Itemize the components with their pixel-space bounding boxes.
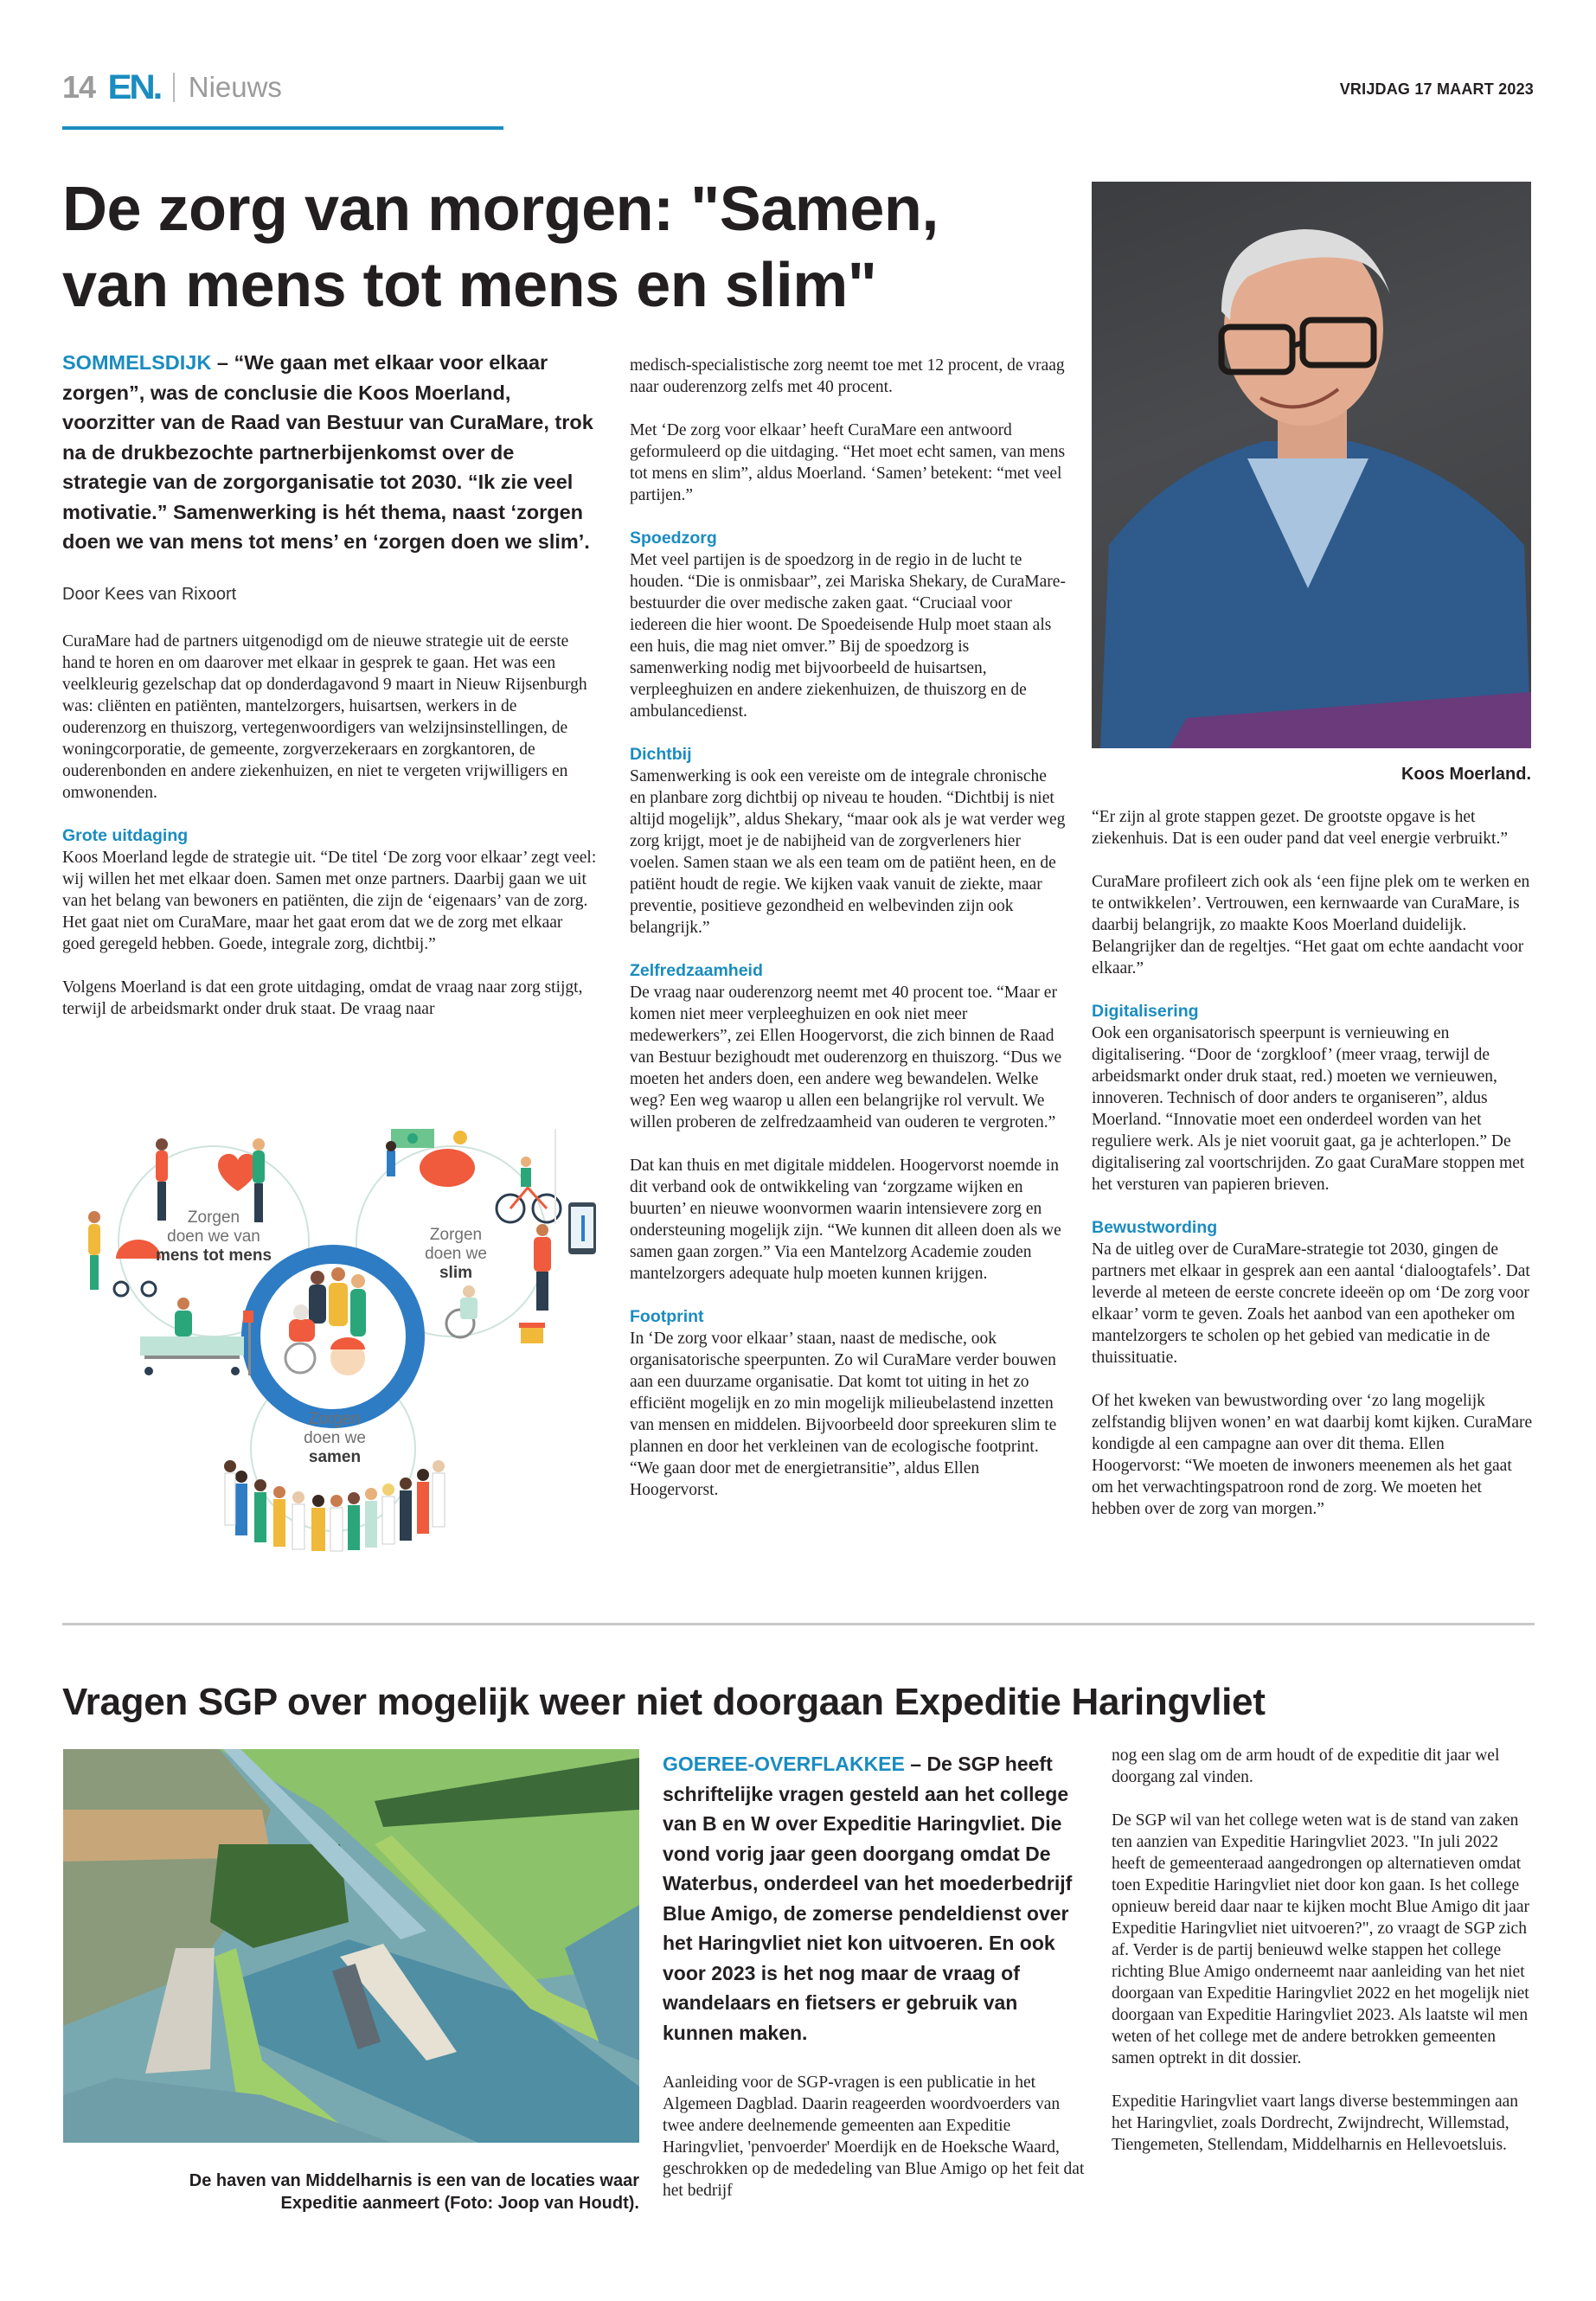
ring-label-text: doen we van	[167, 1227, 260, 1246]
article2-lead	[663, 1749, 1093, 2048]
aerial-photo-haven-middelharnis	[63, 1749, 639, 2143]
subhead-digitalisering: Digitalisering	[1092, 1002, 1199, 1021]
lead-text: – “We gaan met elkaar voor elkaar zorgen”, was de conclusie die Koos Moerland, voorzitter van de Raad van Bestuur van CuraMare, trok na de drukbezochte partnerbijenkomst over de strategie van de zorgorganisatie tot 2030. “Ik zie veel motivatie.” Samenwerking is hét thema, naast ‘zorgen doen we van mens tot mens’ en ‘zorgen doen we slim’.	[62, 351, 593, 553]
dateline: GOEREE-OVERFLAKKEE	[663, 1753, 905, 1775]
article1-lead	[62, 348, 599, 557]
portrait-photo-koos-moerland	[1092, 182, 1531, 748]
subhead-bewustwording: Bewustwording	[1092, 1218, 1218, 1237]
article1-headline	[62, 171, 1083, 324]
issue-date: VRIJDAG 17 MAART 2023	[1339, 80, 1534, 98]
page-number: 14	[62, 69, 96, 105]
paragraph: Of het kweken van bewustwording over ‘zo lang mogelijk zelfstandig blijven wonen’ en wat daarbij komt kijken. CuraMare kondigde al een campagne aan over dit thema. Ellen Hoogervorst: “We moeten de inwoners meenemen als het gaat om het verwachtingspatroon rond de zorg. We moeten het hebben over de zorg van morgen.”	[1092, 1392, 1533, 1518]
paragraph: De SGP wil van het college weten wat is de stand van zaken ten aanzien van Expeditie Haringvliet 2023. "In juli 2022 heeft de gemeenteraad aangedrongen op alternatieven omdat toen Expeditie Haringvliet niet door kon gaan. Is het college opnieuw bereid daar naar te kijken mocht Blue Amigo dit jaar Expeditie Haringvliet niet uitvoeren?", zo vraagt de SGP zich af. Verder is de partij benieuwd welke stappen het college richting Blue Amigo onderneemt naar aanleiding van het niet doorgaan van Expeditie Haringvliet 2022 en het mogelijk niet doorgaan van Expeditie Haringvliet 2023. Als laatste wil men weten of het college met de andere betrokken gemeenten samen optrekt in dit dossier.	[1112, 1811, 1530, 2067]
article2-headline: Vragen SGP over mogelijk weer niet doorgaan Expeditie Haringvliet	[62, 1681, 1266, 1723]
masthead-separator	[173, 73, 175, 102]
paragraph: CuraMare had de partners uitgenodigd om de nieuwe strategie uit de eerste hand te horen en om daarover met elkaar in gesprek te gaan. Het was een veelkleurig gezelschap dat op donderdagavond 9 maart in Nieuw Rijsenburgh was: cliënten en patiënten, mantelzorgers, huisartsen, werkers in de ouderenzorg en thuiszorg, vertegenwoordigers van welzijnsinstellingen, de woningcorporatie, de gemeente, zorgverzekeraars en zorgkantoren, de ouderenbonden en andere ziekenhuizen, en niet te vergeten vrijwilligers en omwonenden.	[62, 631, 587, 802]
masthead-rule	[62, 126, 503, 130]
article1-column-1	[62, 348, 599, 1042]
ring-label-mens-tot-mens	[149, 1208, 279, 1266]
subhead-grote-uitdaging: Grote uitdaging	[62, 825, 189, 845]
subhead-zelfredzaamheid: Zelfredzaamheid	[630, 961, 763, 980]
article2-column-2	[663, 1749, 1093, 2223]
ring-label-text: doen we	[304, 1429, 366, 1447]
lead-text: – De SGP heeft schriftelijke vragen gesteld aan het college van B en W over Expeditie Haringvliet. Die vond vorig jaar geen doorgang omdat De Waterbus, onderdeel van het moederbedrijf Blue Amigo, de zomerse pendeldienst over het Haringvliet niet kon uitvoeren. En ook voor 2023 is het nog maar de vraag of wandelaars en fietsers er gebruik van kunnen maken.	[663, 1753, 1073, 2044]
paragraph: Koos Moerland legde de strategie uit. “De titel ‘De zorg voor elkaar’ zegt veel: wij willen het met elkaar doen. Samen met onze partners. Daarbij gaan we uit van het belang van bewoners en patiënten, die zijn de ‘eigenaars’ van de zorg. Het gaat niet om CuraMare, maar het gaat erom dat we de zorg met elkaar goed geregeld hebben. Goede, integrale zorg, dichtbij.”	[62, 848, 597, 953]
paragraph: Na de uitleg over de CuraMare-strategie tot 2030, gingen de partners met elkaar in gesprek aan een aantal ‘dialoogtafels’. Dat leverde al meteen de eerste concrete ideeën op om ‘De zorg voor elkaar’ vorm te geven. Zoals het aanbod van een apotheker om mantelzorgers te scholen op het gebied van medicatie in de thuissituatie.	[1092, 1240, 1530, 1367]
ring-label-text: Zorgen	[187, 1208, 240, 1227]
headline-line-2: van mens tot mens en slim"	[62, 251, 877, 320]
ring-label-text: Zorgen	[308, 1410, 362, 1428]
ring-label-bold: mens tot mens	[155, 1247, 272, 1265]
paragraph: medisch-specialistische zorg neemt toe met 12 procent, de vraag naar ouderenzorg zelfs met 40 procent.	[630, 356, 1065, 396]
paragraph: Samenwerking is ook een vereiste om de integrale chronische en planbare zorg dichtbij op niveau te houden. “Dichtbij is niet altijd mogelijk”, aldus Shekary, “maar ook als je wat verder weg zorg krijgt, moet je de nabijheid van de zorgverleners hier voelen. Samen staan we als een team om de patiënt heen, en de patiënt houdt de regie. We kijken vaak vanuit de ziekte, maar preventie, positieve gezondheid en welbevinden zijn ook belangrijk.”	[630, 767, 1066, 937]
article-divider	[62, 1623, 1535, 1625]
article2-body-col2	[663, 2072, 1093, 2202]
portrait-illustration	[1092, 182, 1531, 748]
masthead	[62, 66, 282, 109]
paragraph: Met ‘De zorg voor elkaar’ heeft CuraMare een antwoord geformuleerd op die uitdaging. “Het moet echt samen, van mens tot mens en slim”, aldus Moerland. ‘Samen’ betekent: “met veel partijen.”	[630, 421, 1066, 504]
dateline: SOMMELSDIJK	[62, 351, 212, 374]
caption-line-1: De haven van Middelharnis is een van de locaties waar	[189, 2171, 639, 2190]
section-name: Nieuws	[188, 71, 282, 103]
paragraph: “Er zijn al grote stappen gezet. De grootste opgave is het ziekenhuis. Dat is een ouder pand dat veel energie verbruikt.”	[1092, 808, 1508, 848]
newspaper-logo: EN.	[107, 67, 161, 106]
paragraph: Dat kan thuis en met digitale middelen. Hoogervorst noemde in dit verband ook de ontwikkeling van ‘zorgzame wijken en buurten’ en nieuwe woonvormen waarin intensievere zorg en ondersteuning mogelijk zijn. “We kunnen dit alleen doen als we samen gaan zorgen.” Via een Mantelzorg Academie zouden mantelzorgers adequate hulp moeten kunnen krijgen.	[630, 1157, 1061, 1283]
paragraph: Aanleiding voor de SGP-vragen is een publicatie in het Algemeen Dagblad. Daarin reageerden woordvoerders van twee andere deelnemende gemeenten aan Expeditie Haringvliet, 'penvoerder' Moerdijk en de Hoeksche Waard, geschrokken op de mededeling van Blue Amigo op het feit dat het bedrijf	[663, 2073, 1085, 2200]
paragraph: Expeditie Haringvliet vaart langs diverse bestemmingen aan het Haringvliet, zoals Dordrecht, Zwijndrecht, Willemstad, Tiengemeten, Stellendam, Middelharnis en Hellevoetsluis.	[1112, 2093, 1519, 2154]
ring-label-samen	[287, 1410, 382, 1467]
headline-line-1: De zorg van morgen: "Samen,	[62, 175, 939, 244]
infographic-illustration	[62, 1112, 599, 1561]
subhead-footprint: Footprint	[630, 1307, 704, 1326]
aerial-photo-caption	[63, 2170, 639, 2214]
subhead-spoedzorg: Spoedzorg	[630, 529, 717, 548]
paragraph: Volgens Moerland is dat een grote uitdaging, omdat de vraag naar zorg stijgt, terwijl de arbeidsmarkt onder druk staat. De vraag naar	[62, 977, 583, 1018]
portrait-caption: Koos Moerland.	[1401, 765, 1531, 784]
article1-column-2	[630, 355, 1067, 1522]
ring-label-bold: slim	[439, 1264, 473, 1282]
article1-column-3	[1092, 806, 1535, 1541]
caption-line-2: Expeditie aanmeert (Foto: Joop van Houdt).	[280, 2194, 639, 2213]
paragraph: CuraMare profileert zich ook als ‘een fijne plek om te werken en te ontwikkelen’. Vertrouwen, een kernwaarde van CuraMare, is daarbij belangrijk, zo maakte Koos Moerland duidelijk. Belangrijker dan de regeltjes. “Het gaat om echte aandacht voor elkaar.”	[1092, 873, 1530, 977]
paragraph: Met veel partijen is de spoedzorg in de regio in de lucht te houden. “Die is onmisbaar”, zei Mariska Shekary, de CuraMare-bestuurder die over medische zaken gaat. “Cruciaal voor iedereen die hier woont. De Spoedeisende Hulp moet staan als een huis, die mag niet omver.” Bij de spoedzorg is samenwerking nodig met bijvoorbeeld de huisartsen, verpleeghuizen en andere ziekenhuizen, de thuiszorg en de ambulancedienst.	[630, 551, 1066, 721]
strategy-infographic	[62, 1112, 599, 1561]
paragraph: nog een slag om de arm houdt of de expeditie dit jaar wel doorgang zal vinden.	[1112, 1747, 1500, 1786]
paragraph: De vraag naar ouderenzorg neemt met 40 procent toe. “Maar er komen niet meer verpleeghuizen en ook niet meer medewerkers”, zei Ellen Hoogervorst, die zich binnen de Raad van Bestuur bezighoudt met ouderenzorg en thuiszorg. “Dus we moeten het anders doen, een andere weg bewandelen. Welke weg? Een weg waarop u allen een belangrijke rol vervult. We willen proberen de zelfredzaamheid van ouderen te vergroten.”	[630, 984, 1062, 1131]
subhead-dichtbij: Dichtbij	[630, 745, 692, 764]
article1-body-col1	[62, 631, 599, 1020]
ring-label-bold: samen	[308, 1448, 362, 1466]
article2-column-3	[1112, 1745, 1535, 2177]
ring-label-text: Zorgen	[429, 1226, 483, 1244]
ring-label-text: doen we	[425, 1245, 487, 1263]
ring-label-slim	[408, 1226, 503, 1283]
paragraph: In ‘De zorg voor elkaar’ staan, naast de medische, ook organisatorische speerpunten. Zo wil CuraMare verder bouwen aan een duurzame organisatie. Dat komt tot uiting in het zo efficiënt mogelijk en zo min mogelijk milieubelastend inzetten van mensen en middelen. Bijvoorbeeld door spreekuren slim te plannen en door het verkleinen van de ecologische footprint. “We gaan door met de energietransitie”, aldus Ellen Hoogervorst.	[630, 1330, 1057, 1499]
aerial-illustration	[63, 1749, 639, 2143]
byline: Door Kees van Rixoort	[62, 584, 237, 604]
paragraph: Ook een organisatorisch speerpunt is vernieuwing en digitalisering. “Door de ‘zorgkloof’ (meer vraag, terwijl de arbeidsmarkt onder druk staat, red.) moeten we vernieuwen, innoveren. Technisch of door anders te organiseren”, aldus Moerland. “Innovatie moet een onderdeel worden van het reguliere werk. Als je niet vooruit gaat, ga je achterlopen.” De digitalisering zal voortschrijden. Zo gaat CuraMare stoppen met het versturen van papieren brieven.	[1092, 1024, 1525, 1194]
